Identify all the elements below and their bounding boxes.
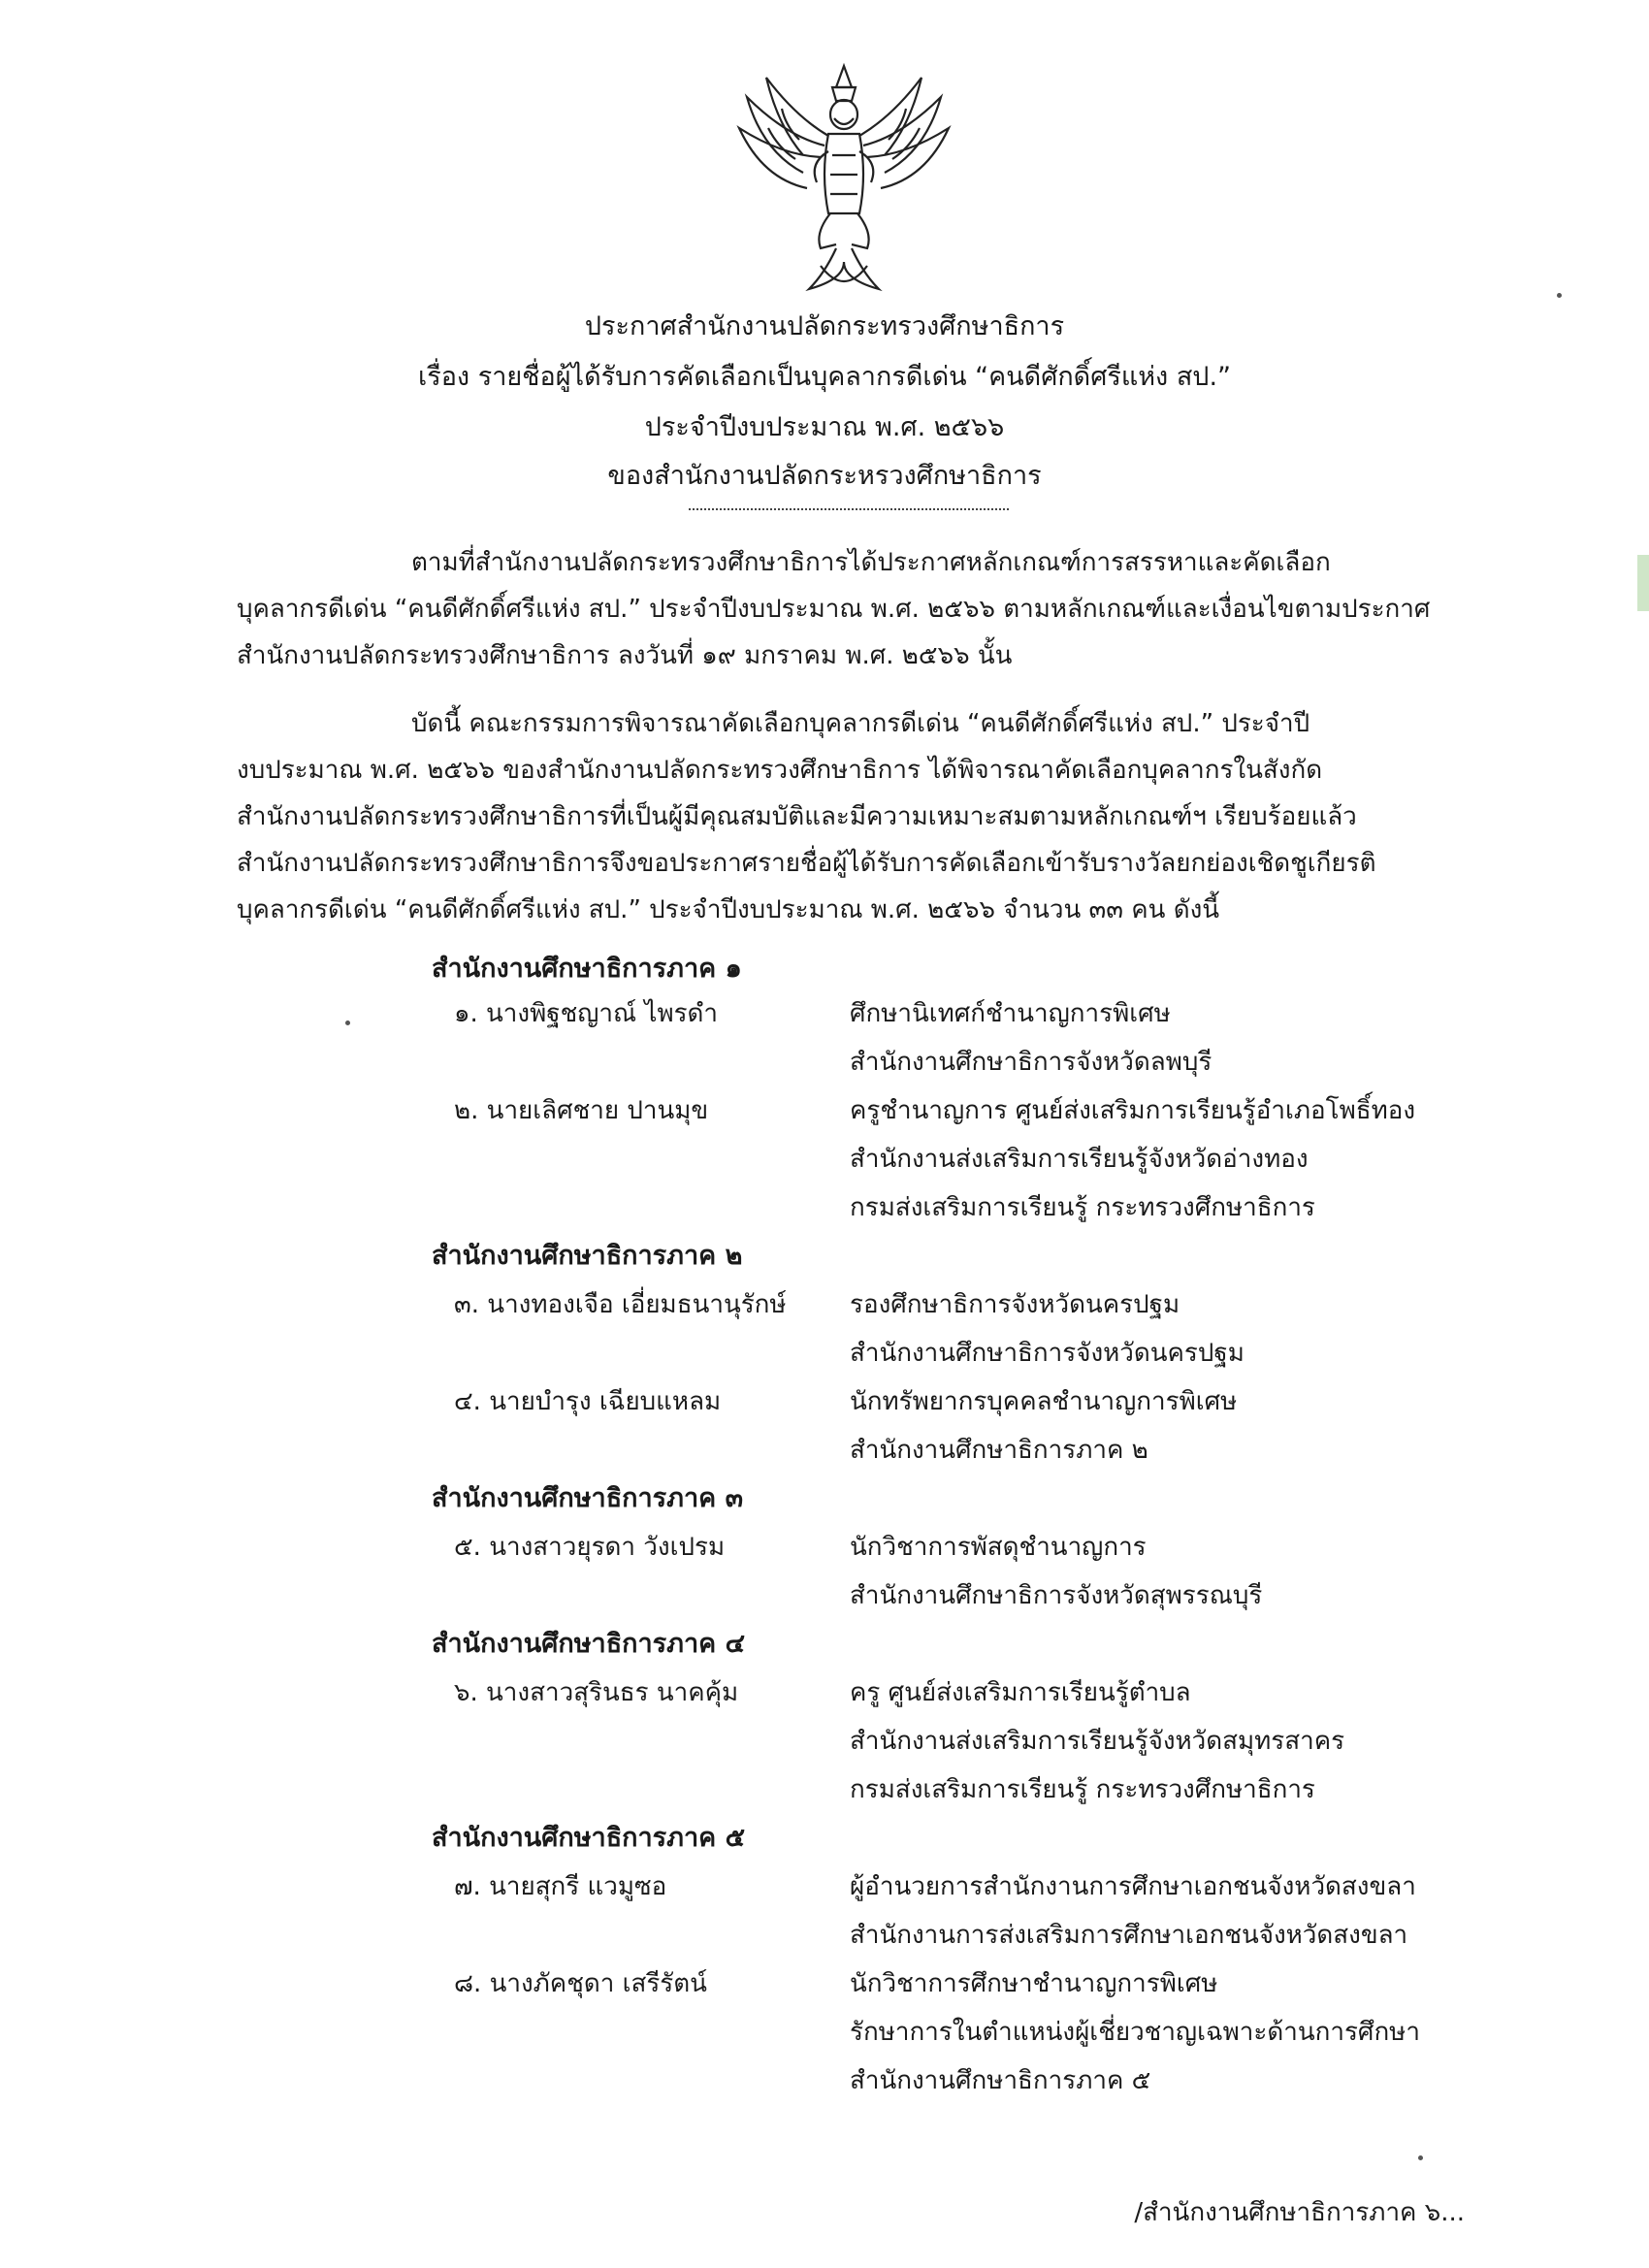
awardee-name: ๑. นางพิฐชญาณ์ ไพรดำ (454, 999, 719, 1028)
announcement-subject: เรื่อง รายชื่อผู้ได้รับการคัดเลือกเป็นบุคลากรดีเด่น “คนดีศักดิ์ศรีแห่ง สป.” (417, 362, 1232, 392)
paragraph-1 (237, 539, 1469, 679)
awardee-office: สำนักงานการส่งเสริมการศึกษาเอกชนจังหวัดสงขลา (850, 1921, 1408, 1950)
awardee-name: ๘. นางภัคชุดา เสรีรัตน์ (454, 1969, 707, 1998)
announcement-title: ประกาศสำนักงานปลัดกระทรวงศึกษาธิการ (584, 311, 1065, 341)
paragraph-line: บัดนี้ คณะกรรมการพิจารณาคัดเลือกบุคลากรดีเด่น “คนดีศักดิ์ศรีแห่ง สป.” ประจำปี (411, 709, 1310, 738)
paragraph-line: สำนักงานปลัดกระทรวงศึกษาธิการจึงขอประกาศรายชื่อผู้ได้รับการคัดเลือกเข้ารับรางวัลยกย่องเชิดชูเกียรติ (237, 849, 1376, 878)
section-heading: สำนักงานศึกษาธิการภาค ๔ (432, 1629, 746, 1659)
paragraph-2 (237, 700, 1469, 933)
awardee-office: สำนักงานศึกษาธิการภาค ๒ (850, 1436, 1148, 1465)
awardee-name: ๖. นางสาวสุรินธร นาคคุ้ม (454, 1678, 739, 1707)
awardee-office: สำนักงานศึกษาธิการจังหวัดสุพรรณบุรี (850, 1581, 1263, 1610)
section-heading: สำนักงานศึกษาธิการภาค ๓ (432, 1483, 744, 1513)
scan-edge-mark (1637, 555, 1649, 611)
scan-speck (1557, 293, 1562, 298)
title-divider (689, 508, 1009, 510)
section-heading: สำนักงานศึกษาธิการภาค ๕ (432, 1823, 746, 1853)
paragraph-line: สำนักงานปลัดกระทรวงศึกษาธิการ ลงวันที่ ๑๙ มกราคม พ.ศ. ๒๕๖๖ นั้น (237, 641, 1013, 670)
section-heading: สำนักงานศึกษาธิการภาค ๒ (432, 1241, 743, 1271)
paragraph-line: งบประมาณ พ.ศ. ๒๕๖๖ ของสำนักงานปลัดกระทรวงศึกษาธิการ ได้พิจารณาคัดเลือกบุคลากรในสังกัด (237, 756, 1323, 785)
awardee-position: นักทรัพยากรบุคคลชำนาญการพิเศษ (850, 1387, 1238, 1416)
awardee-name: ๔. นายบำรุง เฉียบแหลม (454, 1387, 722, 1416)
paragraph-line: บุคลากรดีเด่น “คนดีศักดิ์ศรีแห่ง สป.” ประจำปีงบประมาณ พ.ศ. ๒๕๖๖ ตามหลักเกณฑ์และเงื่อนไขตามประกาศ (237, 595, 1431, 624)
awardee-office: สำนักงานส่งเสริมการเรียนรู้จังหวัดอ่างทอง (850, 1145, 1309, 1174)
announcement-office: ของสำนักงานปลัดกระหรวงศึกษาธิการ (607, 461, 1042, 491)
awardee-position: ผู้อำนวยการสำนักงานการศึกษาเอกชนจังหวัดสงขลา (850, 1872, 1416, 1901)
awardee-office: สำนักงานส่งเสริมการเรียนรู้จังหวัดสมุทรสาคร (850, 1727, 1345, 1756)
awardee-position: ศึกษานิเทศก์ชำนาญการพิเศษ (850, 999, 1171, 1028)
garuda-emblem-icon (728, 58, 960, 301)
awardee-position: รองศึกษาธิการจังหวัดนครปฐม (850, 1290, 1180, 1319)
paragraph-line: ตามที่สำนักงานปลัดกระทรวงศึกษาธิการได้ประกาศหลักเกณฑ์การสรรหาและคัดเลือก (411, 548, 1331, 577)
page-continuation-note: /สำนักงานศึกษาธิการภาค ๖... (1134, 2198, 1465, 2227)
awardee-office: สำนักงานศึกษาธิการภาค ๕ (850, 2066, 1151, 2095)
awardee-position: นักวิชาการศึกษาชำนาญการพิเศษ (850, 1969, 1218, 1998)
awardee-department: กรมส่งเสริมการเรียนรู้ กระทรวงศึกษาธิการ (850, 1193, 1315, 1222)
awardee-department: กรมส่งเสริมการเรียนรู้ กระทรวงศึกษาธิการ (850, 1775, 1315, 1804)
awardee-name: ๕. นางสาวยุรดา วังเปรม (454, 1533, 726, 1562)
awardee-office: สำนักงานศึกษาธิการจังหวัดลพบุรี (850, 1048, 1212, 1077)
awardee-position: นักวิชาการพัสดุชำนาญการ (850, 1533, 1147, 1562)
awardee-name: ๒. นายเลิศชาย ปานมุข (454, 1096, 709, 1125)
awardee-position: ครูชำนาญการ ศูนย์ส่งเสริมการเรียนรู้อำเภอโพธิ์ทอง (850, 1096, 1416, 1125)
awardee-acting-role: รักษาการในตำแหน่งผู้เชี่ยวชาญเฉพาะด้านการศึกษา (850, 2018, 1420, 2047)
scan-speck (345, 1021, 350, 1025)
awardee-office: สำนักงานศึกษาธิการจังหวัดนครปฐม (850, 1339, 1245, 1368)
awardee-name: ๗. นายสุกรี แวมูซอ (454, 1872, 667, 1901)
awardee-position: ครู ศูนย์ส่งเสริมการเรียนรู้ตำบล (850, 1678, 1191, 1707)
announcement-fiscal-year: ประจำปีงบประมาณ พ.ศ. ๒๕๖๖ (644, 412, 1005, 442)
scan-speck (1418, 2155, 1423, 2160)
paragraph-line: บุคลากรดีเด่น “คนดีศักดิ์ศรีแห่ง สป.” ประจำปีงบประมาณ พ.ศ. ๒๕๖๖ จำนวน ๓๓ คน ดังนี้ (237, 895, 1220, 924)
section-heading: สำนักงานศึกษาธิการภาค ๑ (432, 954, 742, 984)
paragraph-line: สำนักงานปลัดกระทรวงศึกษาธิการที่เป็นผู้มีคุณสมบัติและมีความเหมาะสมตามหลักเกณฑ์ฯ เรียบร้อยแล้ว (237, 802, 1357, 831)
awardee-name: ๓. นางทองเจือ เอี่ยมธนานุรักษ์ (454, 1290, 787, 1319)
